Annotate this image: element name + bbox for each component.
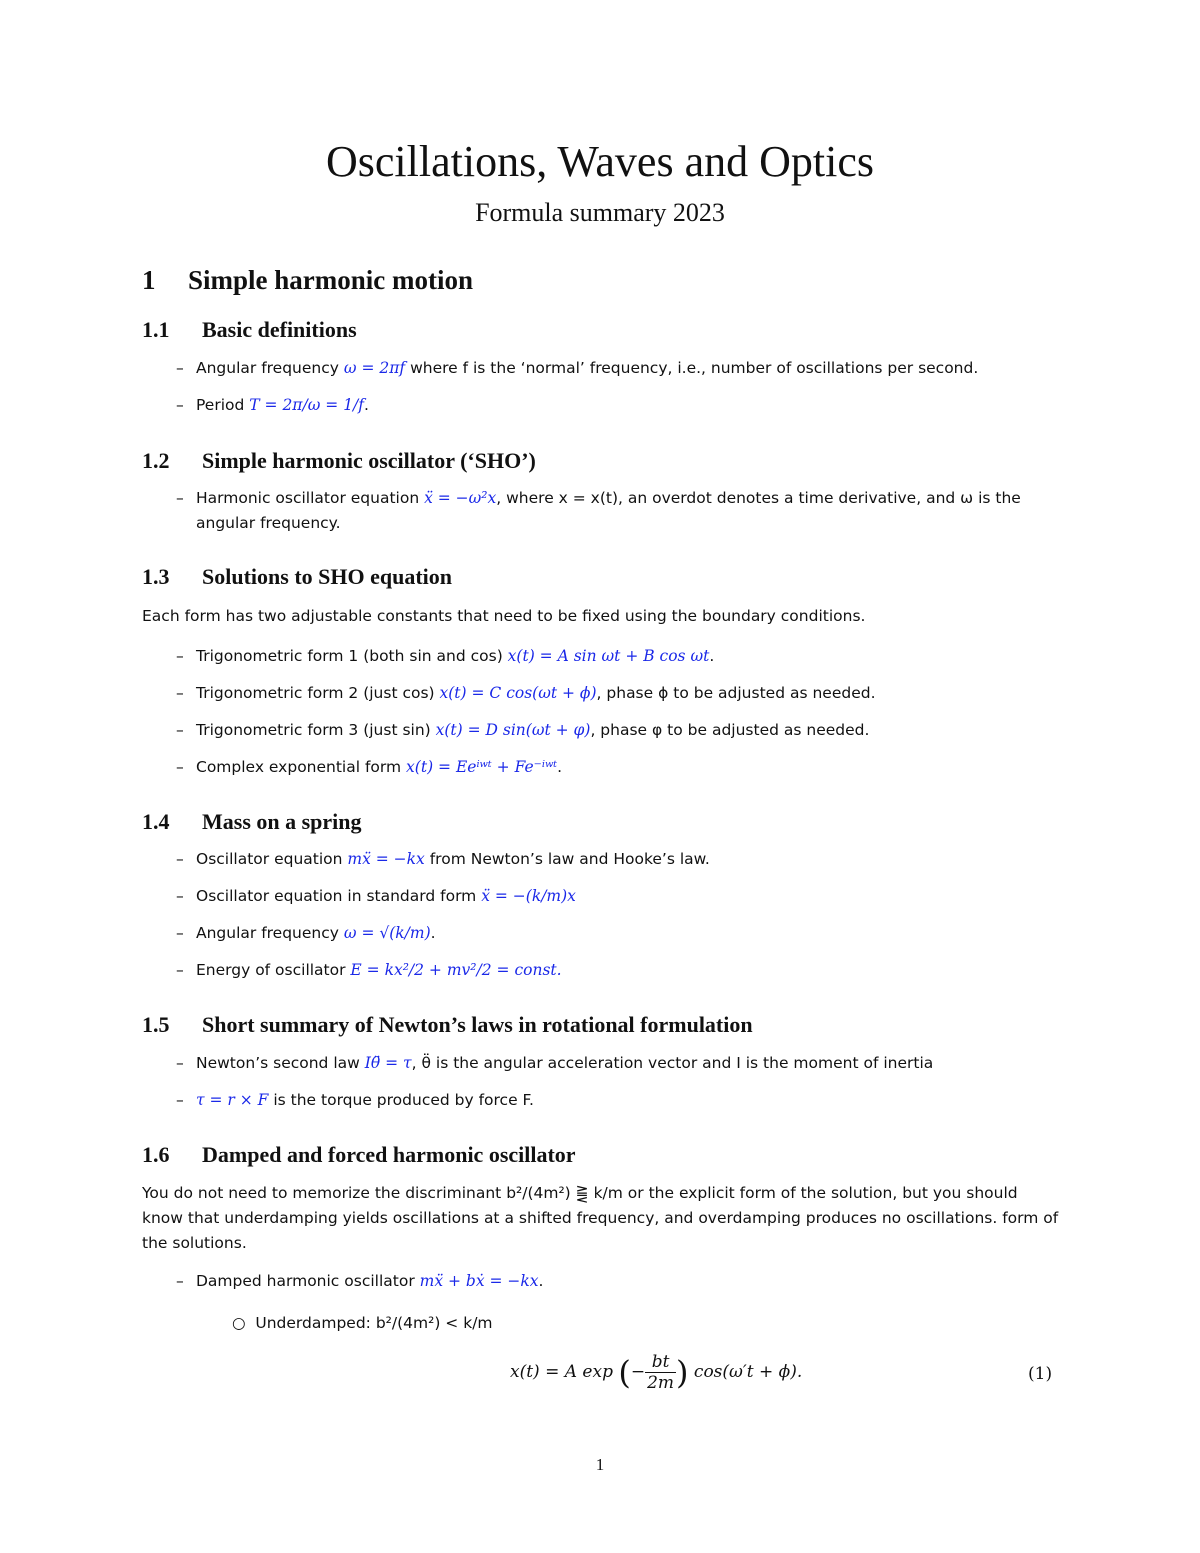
circle-bullet-icon: ○	[232, 1314, 256, 1332]
subsection-heading-1-1	[142, 317, 357, 343]
list-item: – Complex exponential form x(t) = Eeⁱʷᵗ + Fe⁻ⁱʷᵗ.	[176, 758, 563, 776]
subsection-title: Mass on a spring	[202, 809, 362, 834]
list-item: – Newton’s second law Iθ̈ = τ, θ̈ is the angular acceleration vector and I is the moment of inertia	[176, 1054, 934, 1072]
math-expression: ẍ = −(k/m)x	[481, 887, 576, 905]
subsection-number: 1.3	[142, 564, 170, 589]
section-number: 1	[142, 265, 156, 295]
math-expression: ẍ = −ω²x	[424, 489, 497, 507]
subsection-number: 1.1	[142, 317, 170, 342]
list-item: – Damped harmonic oscillator mẍ + bẋ = −kx.	[176, 1272, 544, 1290]
subsection-title: Short summary of Newton’s laws in rotational formulation	[202, 1012, 753, 1037]
list-item: – Energy of oscillator E = kx²/2 + mv²/2 = const.	[176, 961, 562, 979]
list-item: – Harmonic oscillator equation ẍ = −ω²x, where x = x(t), an overdot denotes a time derivative, and ω is the angular frequency.	[176, 489, 1021, 532]
math-expression: mẍ + bẋ = −kx	[419, 1272, 539, 1290]
subsection-number: 1.4	[142, 809, 170, 834]
list-item: – Trigonometric form 1 (both sin and cos) x(t) = A sin ωt + B cos ωt.	[176, 647, 715, 665]
subsection-title: Solutions to SHO equation	[202, 564, 453, 589]
math-expression: T = 2π/ω = 1/f	[249, 396, 365, 414]
math-expression: Iθ̈ = τ	[364, 1054, 412, 1072]
subsection-number: 1.5	[142, 1012, 170, 1037]
list-item: – Angular frequency ω = 2πf where f is the ‘normal’ frequency, i.e., number of oscillations per second.	[176, 359, 979, 377]
subsection-title: Basic definitions	[202, 317, 357, 342]
subsection-heading-1-4	[142, 809, 362, 835]
math-expression: x(t) = D sin(ωt + φ)	[435, 721, 591, 739]
section-title: Simple harmonic motion	[188, 265, 474, 295]
subsection-title: Simple harmonic oscillator (‘SHO’)	[202, 448, 536, 473]
list-item: – Angular frequency ω = √(k/m).	[176, 924, 436, 942]
equation-1: x(t) = A exp (− $\frac{bt}{2m}$ ) cos(ω′t + ϕ).	[510, 1352, 803, 1393]
list-item: – Trigonometric form 2 (just cos) x(t) = C cos(ωt + ϕ), phase ϕ to be adjusted as needed.	[176, 684, 876, 702]
page-number: 1	[595, 1455, 605, 1474]
list-item: – Period T = 2π/ω = 1/f.	[176, 396, 369, 414]
math-expression: mẍ = −kx	[347, 850, 425, 868]
math-expression: x(t) = C cos(ωt + ϕ)	[439, 684, 597, 702]
math-expression: τ = r × F	[196, 1091, 269, 1109]
document-subtitle: Formula summary 2023	[475, 198, 725, 227]
subsection-number: 1.2	[142, 448, 170, 473]
math-expression: E = kx²/2 + mv²/2 = const.	[350, 961, 562, 979]
math-expression: x(t) = Eeⁱʷᵗ + Fe⁻ⁱʷᵗ	[406, 758, 558, 776]
subsection-title: Damped and forced harmonic oscillator	[202, 1142, 576, 1167]
list-item: – Oscillator equation mẍ = −kx from Newton’s law and Hooke’s law.	[176, 850, 710, 868]
math-expression: ω = 2πf	[343, 359, 406, 377]
subsection-heading-1-3	[142, 564, 452, 590]
list-item: – Trigonometric form 3 (just sin) x(t) = D sin(ωt + φ), phase φ to be adjusted as needed.	[176, 721, 870, 739]
section-heading-1	[142, 265, 473, 296]
subsection-number: 1.6	[142, 1142, 170, 1167]
list-item: – Oscillator equation in standard form ẍ = −(k/m)x	[176, 887, 576, 905]
math-expression: ω = √(k/m)	[343, 924, 431, 942]
subsection-heading-1-5	[142, 1012, 753, 1038]
list-item: – τ = r × F is the torque produced by force F.	[176, 1091, 534, 1109]
sub-list-item: ○ Underdamped: b²/(4m²) < k/m	[232, 1314, 493, 1332]
subsection-heading-1-6	[142, 1142, 576, 1168]
paragraph: You do not need to memorize the discriminant b²/(4m²) ⪌ k/m or the explicit form of the solution, but you should know that underdamping yields oscillations at a shifted frequency, and overdamping produces no oscillations. form of the solutions.	[142, 1184, 1059, 1252]
equation-number: (1)	[1028, 1364, 1053, 1384]
subsection-heading-1-2	[142, 448, 536, 474]
math-expression: x(t) = A sin ωt + B cos ωt	[507, 647, 710, 665]
document-title: Oscillations, Waves and Optics	[325, 137, 874, 186]
paragraph: Each form has two adjustable constants that need to be fixed using the boundary conditions.	[142, 607, 866, 625]
